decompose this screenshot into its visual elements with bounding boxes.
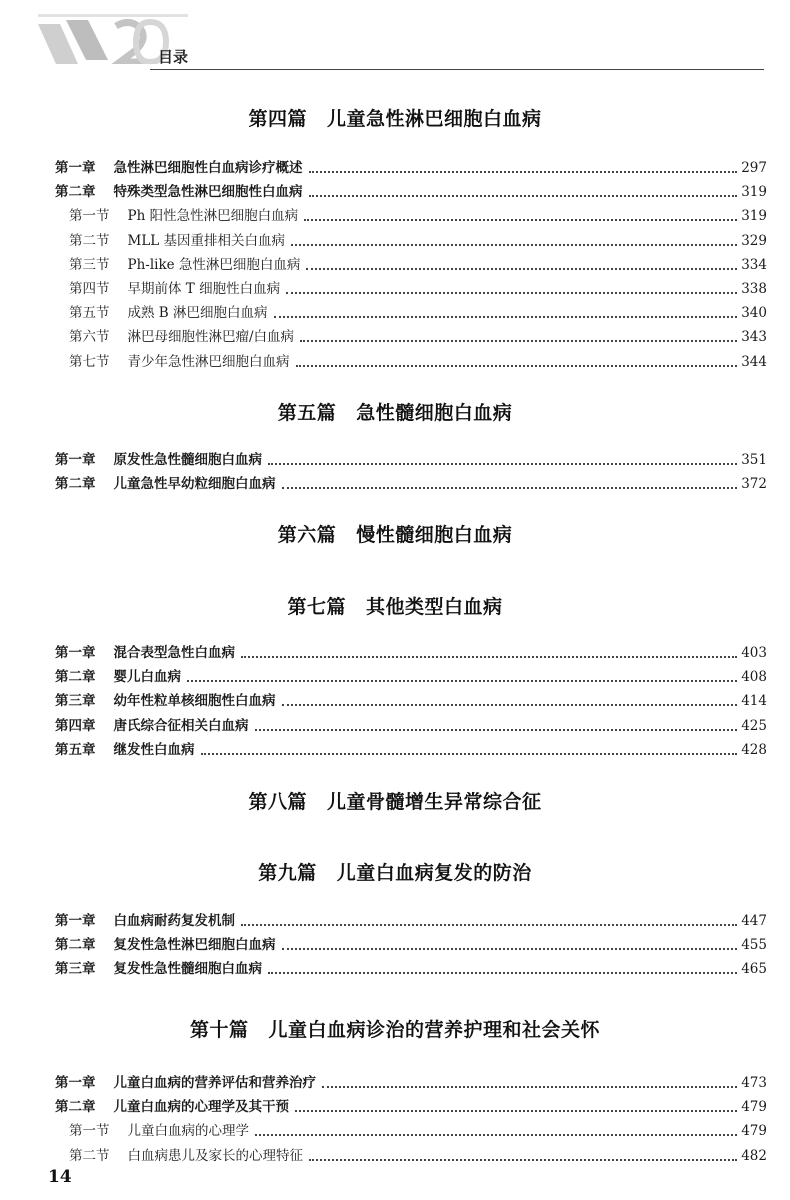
toc-section-entry[interactable] [55, 325, 767, 347]
dot-leader [304, 219, 737, 221]
entry-page: 473 [741, 1075, 767, 1091]
entry-title: MLL 基因重排相关白血病 [127, 232, 286, 249]
toc-chapter-entry[interactable] [55, 933, 767, 955]
dot-leader [309, 171, 738, 173]
entry-number: 第二章 [55, 669, 96, 686]
dot-leader [309, 195, 738, 197]
part-heading [0, 858, 790, 885]
entry-number: 第四章 [55, 717, 96, 734]
toc-chapter-entry[interactable] [55, 714, 767, 736]
dot-leader [286, 292, 737, 294]
entry-page: 297 [741, 160, 767, 176]
entry-title: 唐氏综合征相关白血病 [113, 717, 249, 734]
entry-number: 第一章 [55, 645, 96, 661]
entry-page: 343 [741, 329, 767, 346]
part-number: 第八篇 [248, 791, 307, 813]
dot-leader [300, 340, 737, 342]
dot-leader [274, 316, 738, 318]
entry-number: 第二章 [55, 476, 96, 493]
header-title: 目录 [158, 48, 189, 66]
part-heading [0, 398, 790, 425]
dot-leader [295, 1110, 737, 1112]
entry-title: 淋巴母细胞性淋巴瘤/白血病 [127, 329, 295, 346]
dot-leader [291, 244, 737, 246]
entry-page: 319 [741, 208, 767, 225]
entry-title: 婴儿白血病 [113, 669, 181, 686]
dot-leader [268, 463, 737, 465]
dot-leader [201, 753, 738, 755]
entry-page: 344 [741, 353, 767, 370]
entry-number: 第一章 [55, 1075, 96, 1091]
entry-page: 465 [741, 961, 767, 978]
part-heading [0, 1015, 790, 1042]
toc-section-entry[interactable] [55, 1144, 767, 1166]
entry-title: 复发性急性髓细胞白血病 [113, 961, 262, 978]
entry-page: 425 [741, 717, 767, 734]
part-title: 儿童骨髓增生异常综合征 [327, 791, 542, 813]
entry-page: 334 [741, 256, 767, 273]
toc-chapter-entry[interactable] [55, 156, 767, 178]
header-rule [150, 69, 764, 70]
entry-number: 第二章 [55, 184, 96, 201]
entry-title: Ph-like 急性淋巴细胞白血病 [127, 256, 301, 273]
toc-section-entry[interactable] [55, 204, 767, 226]
entry-title: 急性淋巴细胞性白血病诊疗概述 [113, 160, 303, 176]
toc-chapter-entry[interactable] [55, 957, 767, 979]
dot-leader [309, 1159, 737, 1161]
dot-leader [322, 1086, 737, 1088]
part-title: 其他类型白血病 [366, 596, 503, 618]
part-title: 儿童白血病复发的防治 [336, 862, 532, 884]
entry-title: Ph 阳性急性淋巴细胞白血病 [127, 208, 299, 225]
part-number: 第九篇 [258, 862, 317, 884]
part-heading [0, 104, 790, 131]
entry-title: 成熟 B 淋巴细胞白血病 [127, 305, 268, 322]
entry-title: 青少年急性淋巴细胞白血病 [127, 353, 290, 370]
toc-chapter-entry[interactable] [55, 641, 767, 663]
part-title: 儿童急性淋巴细胞白血病 [327, 108, 542, 130]
entry-number: 第一节 [69, 1123, 110, 1140]
entry-title: 继发性白血病 [113, 741, 195, 758]
entry-number: 第一节 [69, 208, 110, 225]
entry-title: 混合表型急性白血病 [113, 645, 235, 661]
toc-chapter-entry[interactable] [55, 448, 767, 470]
dot-leader [296, 365, 738, 367]
part-number: 第四篇 [248, 108, 307, 130]
toc-chapter-entry[interactable] [55, 1095, 767, 1117]
page-header [0, 0, 790, 90]
entry-page: 372 [741, 476, 767, 493]
dot-leader [306, 268, 737, 270]
entry-number: 第四节 [69, 281, 110, 297]
entry-number: 第二章 [55, 937, 96, 954]
entry-page: 403 [741, 645, 767, 661]
entry-number: 第三节 [69, 256, 110, 273]
page-number: 14 [48, 1167, 72, 1187]
entry-title: 特殊类型急性淋巴细胞性白血病 [113, 184, 303, 201]
part-title: 急性髓细胞白血病 [356, 402, 513, 424]
entry-page: 428 [741, 741, 767, 758]
entry-title: 儿童急性早幼粒细胞白血病 [113, 476, 276, 493]
entry-title: 儿童白血病的心理学 [127, 1123, 249, 1140]
part-number: 第七篇 [287, 596, 346, 618]
entry-page: 351 [741, 452, 767, 468]
toc-chapter-entry[interactable] [55, 689, 767, 711]
entry-number: 第五节 [69, 305, 110, 322]
toc-section-entry[interactable] [55, 301, 767, 323]
entry-number: 第二章 [55, 1099, 96, 1116]
entry-number: 第二节 [69, 232, 110, 249]
toc-section-entry[interactable] [55, 253, 767, 275]
dot-leader [282, 948, 738, 950]
part-heading [0, 520, 790, 547]
toc-chapter-entry[interactable] [55, 738, 767, 760]
entry-page: 340 [741, 305, 767, 322]
entry-page: 479 [741, 1099, 767, 1116]
dot-leader [241, 924, 737, 926]
part-number: 第六篇 [277, 524, 337, 546]
entry-title: 白血病患儿及家长的心理特征 [127, 1147, 303, 1164]
entry-title: 早期前体 T 细胞性白血病 [127, 281, 281, 297]
entry-title: 原发性急性髓细胞白血病 [113, 452, 262, 468]
toc-chapter-entry[interactable] [55, 1071, 767, 1093]
dot-leader [241, 656, 737, 658]
entry-title: 白血病耐药复发机制 [113, 913, 235, 929]
part-heading [0, 592, 790, 619]
entry-number: 第三章 [55, 961, 96, 978]
part-title: 慢性髓细胞白血病 [356, 524, 513, 546]
toc-chapter-entry[interactable] [55, 909, 767, 931]
toc-chapter-entry[interactable] [55, 180, 767, 202]
entry-title: 复发性急性淋巴细胞白血病 [113, 937, 276, 954]
entry-title: 幼年性粒单核细胞性白血病 [113, 693, 276, 710]
entry-number: 第二节 [69, 1147, 110, 1164]
entry-page: 338 [741, 281, 767, 297]
toc-section-entry[interactable] [55, 1119, 767, 1141]
toc-chapter-entry[interactable] [55, 665, 767, 687]
dot-leader [255, 1134, 737, 1136]
part-number: 第十篇 [189, 1019, 249, 1041]
part-heading [0, 787, 790, 814]
dot-leader [268, 972, 737, 974]
toc-section-entry[interactable] [55, 229, 767, 251]
entry-page: 319 [741, 184, 767, 201]
toc-section-entry[interactable] [55, 350, 767, 372]
entry-page: 479 [741, 1123, 767, 1140]
part-number: 第五篇 [277, 402, 337, 424]
entry-title: 儿童白血病的心理学及其干预 [113, 1099, 289, 1116]
dot-leader [282, 704, 738, 706]
entry-page: 329 [741, 232, 767, 249]
entry-number: 第一章 [55, 160, 96, 176]
dot-leader [187, 680, 737, 682]
dot-leader [282, 487, 738, 489]
entry-page: 408 [741, 669, 767, 686]
entry-number: 第一章 [55, 452, 96, 468]
entry-number: 第七节 [69, 353, 110, 370]
entry-number: 第一章 [55, 913, 96, 929]
entry-page: 447 [741, 913, 767, 929]
entry-page: 414 [741, 693, 767, 710]
entry-number: 第五章 [55, 741, 96, 758]
toc-chapter-entry[interactable] [55, 472, 767, 494]
entry-number: 第六节 [69, 329, 110, 346]
toc-section-entry[interactable] [55, 277, 767, 299]
entry-page: 455 [741, 937, 767, 954]
entry-number: 第三章 [55, 693, 96, 710]
entry-title: 儿童白血病的营养评估和营养治疗 [113, 1075, 316, 1091]
entry-page: 482 [741, 1147, 767, 1164]
dot-leader [255, 729, 738, 731]
part-title: 儿童白血病诊治的营养护理和社会关怀 [268, 1019, 601, 1041]
